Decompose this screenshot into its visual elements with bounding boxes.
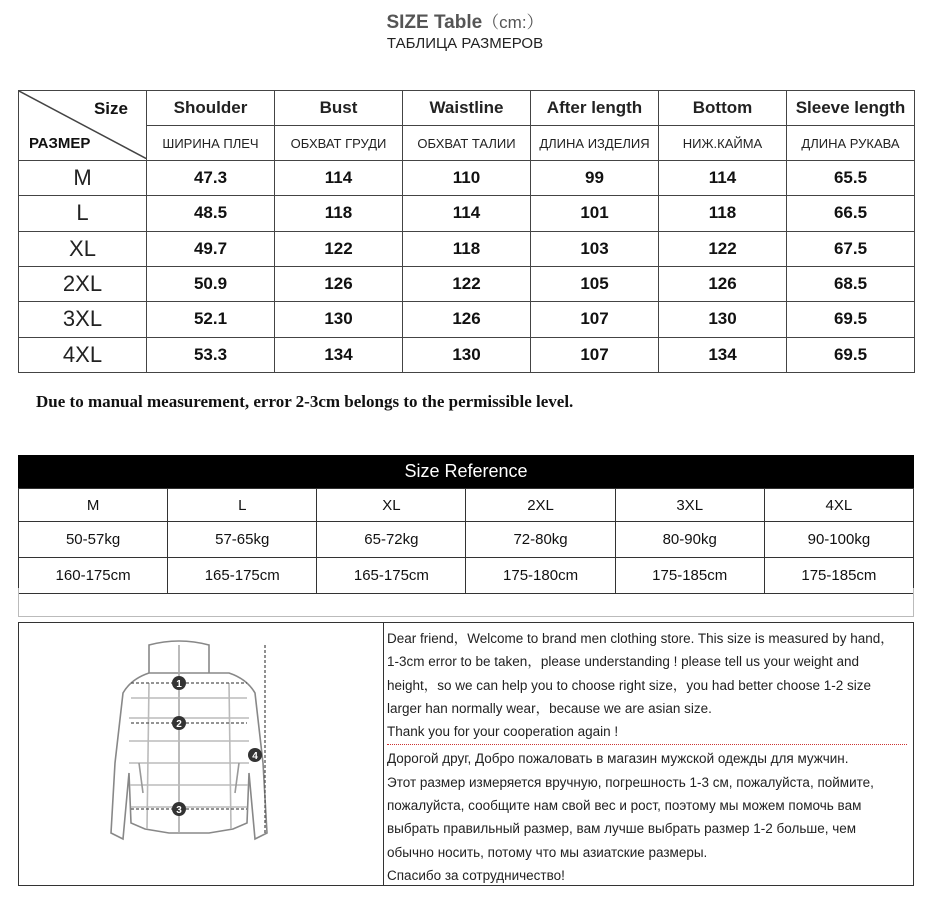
message-line-en: height，so we can help you to choose right size，you had better choose 1-2 size bbox=[387, 677, 872, 693]
dotted-divider bbox=[387, 744, 907, 745]
reference-height: 175-185cm bbox=[764, 558, 913, 594]
reference-height: 175-185cm bbox=[615, 558, 764, 594]
reference-weight: 50-57kg bbox=[19, 522, 168, 558]
size-label: 3XL bbox=[19, 302, 147, 337]
measurement-cell: 130 bbox=[659, 302, 787, 337]
table-row bbox=[19, 522, 914, 558]
size-label: 4XL bbox=[19, 337, 147, 372]
measurement-cell: 105 bbox=[531, 266, 659, 301]
column-header: Bust bbox=[275, 91, 403, 126]
jacket-illustration bbox=[19, 623, 383, 885]
table-row bbox=[19, 231, 915, 266]
column-header: Shoulder bbox=[147, 91, 275, 126]
title-unit: （cm:） bbox=[482, 13, 544, 32]
measurement-cell: 126 bbox=[659, 266, 787, 301]
message-line-ru: пожалуйста, сообщите нам свой вес и рост, поэтому мы можем помочь вам bbox=[387, 798, 862, 814]
column-header-ru: ОБХВАТ ТАЛИИ bbox=[403, 126, 531, 161]
table-row bbox=[19, 337, 915, 372]
corner-size-label: Size bbox=[93, 99, 128, 118]
size-table-title bbox=[0, 8, 930, 34]
table-row bbox=[19, 161, 915, 196]
measurement-cell: 134 bbox=[275, 337, 403, 372]
reference-weight: 90-100kg bbox=[764, 522, 913, 558]
measurement-cell: 50.9 bbox=[147, 266, 275, 301]
title-russian: ТАБЛИЦА РАЗМЕРОВ bbox=[386, 35, 544, 52]
column-header-ru: ОБХВАТ ГРУДИ bbox=[275, 126, 403, 161]
column-header-ru: ДЛИНА ИЗДЕЛИЯ bbox=[531, 126, 659, 161]
message-line-ru: Спасибо за сотрудничество! bbox=[387, 867, 565, 883]
reference-size: M bbox=[19, 489, 168, 522]
size-reference-table bbox=[18, 488, 914, 594]
measurement-cell: 47.3 bbox=[147, 161, 275, 196]
measurement-cell: 101 bbox=[531, 196, 659, 231]
measurement-cell: 118 bbox=[659, 196, 787, 231]
message-line-en: 1-3cm error to be taken，please understanding ! please tell us your weight and bbox=[387, 654, 860, 670]
reference-height: 175-180cm bbox=[466, 558, 615, 594]
column-header-ru: НИЖ.КАЙМА bbox=[659, 126, 787, 161]
message-line-en: Dear friend，Welcome to brand men clothing store. This size is measured by hand， bbox=[387, 631, 894, 646]
column-header: Waistline bbox=[403, 91, 531, 126]
column-header: Bottom bbox=[659, 91, 787, 126]
reference-size: L bbox=[168, 489, 317, 522]
size-reference-header: Size Reference bbox=[18, 455, 914, 488]
measurement-cell: 114 bbox=[659, 161, 787, 196]
table-row bbox=[19, 302, 915, 337]
store-message bbox=[387, 627, 911, 887]
reference-weight: 57-65kg bbox=[168, 522, 317, 558]
reference-blank-row bbox=[18, 588, 914, 617]
table-row bbox=[19, 266, 915, 301]
measurement-cell: 110 bbox=[403, 161, 531, 196]
reference-size: 4XL bbox=[764, 489, 913, 522]
corner-size-label-ru: РАЗМЕР bbox=[29, 135, 91, 152]
reference-weight: 65-72kg bbox=[317, 522, 466, 558]
message-line-ru: Дорогой друг, Добро пожаловать в магазин мужской одежды для мужчин. bbox=[387, 751, 849, 767]
measurement-cell: 130 bbox=[403, 337, 531, 372]
reference-height: 160-175cm bbox=[19, 558, 168, 594]
message-line-ru: Этот размер измеряется вручную, погрешность 1-3 см, пожалуйста, поймите, bbox=[387, 774, 874, 790]
measurement-cell: 107 bbox=[531, 302, 659, 337]
column-header: After length bbox=[531, 91, 659, 126]
measurement-cell: 118 bbox=[403, 231, 531, 266]
reference-size: 2XL bbox=[466, 489, 615, 522]
measurement-cell: 49.7 bbox=[147, 231, 275, 266]
measurement-cell: 114 bbox=[275, 161, 403, 196]
measurement-cell: 68.5 bbox=[787, 266, 915, 301]
measurement-cell: 118 bbox=[275, 196, 403, 231]
measurement-cell: 103 bbox=[531, 231, 659, 266]
message-line-en: Thank you for your cooperation again ! bbox=[387, 724, 619, 740]
size-table bbox=[18, 90, 915, 373]
measurement-cell: 69.5 bbox=[787, 302, 915, 337]
marker-4-label: 4 bbox=[252, 751, 258, 762]
measurement-cell: 130 bbox=[275, 302, 403, 337]
size-label: L bbox=[19, 196, 147, 231]
title-main: SIZE Table bbox=[386, 12, 483, 33]
marker-1-label: 1 bbox=[176, 679, 182, 690]
measurement-cell: 67.5 bbox=[787, 231, 915, 266]
table-row bbox=[19, 196, 915, 231]
measurement-cell: 134 bbox=[659, 337, 787, 372]
marker-2-label: 2 bbox=[176, 719, 182, 730]
measurement-cell: 122 bbox=[659, 231, 787, 266]
reference-height: 165-175cm bbox=[168, 558, 317, 594]
table-row bbox=[19, 489, 914, 522]
measurement-cell: 126 bbox=[403, 302, 531, 337]
measurement-cell: 48.5 bbox=[147, 196, 275, 231]
measurement-cell: 99 bbox=[531, 161, 659, 196]
column-header-ru: ШИРИНА ПЛЕЧ bbox=[147, 126, 275, 161]
measurement-cell: 122 bbox=[403, 266, 531, 301]
info-panel bbox=[18, 622, 914, 886]
marker-3-label: 3 bbox=[176, 805, 182, 816]
reference-size: 3XL bbox=[615, 489, 764, 522]
size-label: M bbox=[19, 161, 147, 196]
measurement-note: Due to manual measurement, error 2-3cm belongs to the permissible level. bbox=[36, 392, 574, 411]
measurement-cell: 69.5 bbox=[787, 337, 915, 372]
reference-size: XL bbox=[317, 489, 466, 522]
measurement-cell: 52.1 bbox=[147, 302, 275, 337]
measurement-cell: 126 bbox=[275, 266, 403, 301]
jacket-diagram bbox=[19, 623, 384, 885]
column-header-ru: ДЛИНА РУКАВА bbox=[787, 126, 915, 161]
column-header: Sleeve length bbox=[787, 91, 915, 126]
size-label: XL bbox=[19, 231, 147, 266]
measurement-cell: 53.3 bbox=[147, 337, 275, 372]
measurement-cell: 114 bbox=[403, 196, 531, 231]
message-line-ru: выбрать правильный размер, вам лучше выбрать размер 1-2 больше, чем bbox=[387, 821, 857, 837]
reference-height: 165-175cm bbox=[317, 558, 466, 594]
measurement-cell: 122 bbox=[275, 231, 403, 266]
measurement-cell: 66.5 bbox=[787, 196, 915, 231]
size-label: 2XL bbox=[19, 266, 147, 301]
table-corner-cell bbox=[19, 91, 147, 161]
message-line-en: larger han normally wear，because we are asian size. bbox=[387, 700, 712, 716]
measurement-cell: 107 bbox=[531, 337, 659, 372]
reference-weight: 72-80kg bbox=[466, 522, 615, 558]
message-line-ru: обычно носить, потому что мы азиатские размеры. bbox=[387, 844, 708, 860]
measurement-cell: 65.5 bbox=[787, 161, 915, 196]
reference-weight: 80-90kg bbox=[615, 522, 764, 558]
